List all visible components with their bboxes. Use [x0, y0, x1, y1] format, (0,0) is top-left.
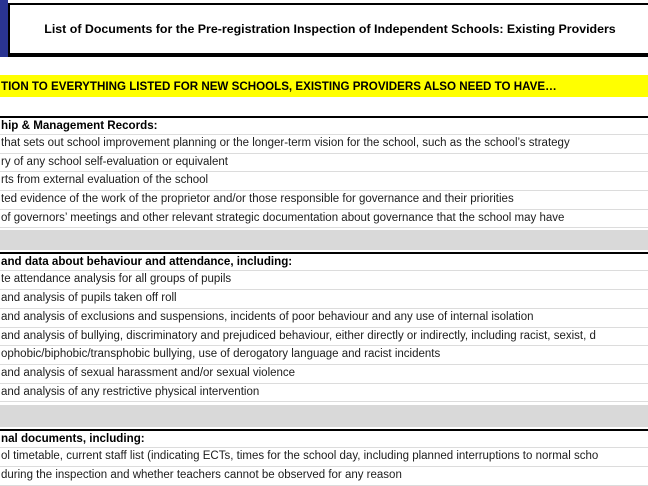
table-row: te attendance analysis for all groups of pupils: [0, 271, 648, 290]
table-row: and analysis of exclusions and suspensions, incidents of poor behaviour and any use of internal isolation: [0, 309, 648, 328]
document-title: List of Documents for the Pre-registration Inspection of Independent Schools: Existing Providers: [44, 22, 616, 36]
section-header-additional: nal documents, including:: [0, 429, 648, 448]
table-row: ry of any school self-evaluation or equivalent: [0, 154, 648, 173]
table-row: and analysis of sexual harassment and/or sexual violence: [0, 365, 648, 384]
table-row: rts from external evaluation of the school: [0, 172, 648, 191]
section-header-leadership: hip & Management Records:: [0, 116, 648, 135]
section-header-behaviour: and data about behaviour and attendance, including:: [0, 252, 648, 271]
spacer-row: [0, 228, 648, 252]
table-row: and analysis of any restrictive physical intervention: [0, 384, 648, 403]
document-table: [0, 116, 648, 486]
table-row: that sets out school improvement planning or the longer-term vision for the school, such as the school’s strategy: [0, 135, 648, 154]
highlight-banner-text: TION TO EVERYTHING LISTED FOR NEW SCHOOLS, EXISTING PROVIDERS ALSO NEED TO HAVE…: [1, 80, 557, 93]
spacer-row: [0, 402, 648, 429]
table-row: ol timetable, current staff list (indicating ECTs, times for the school day, including planned interruptions to normal scho: [0, 448, 648, 467]
highlight-banner: [0, 75, 648, 97]
table-row: of governors’ meetings and other relevant strategic documentation about governance that the school may have: [0, 210, 648, 229]
table-row: during the inspection and whether teachers cannot be observed for any reason: [0, 467, 648, 486]
table-row: ted evidence of the work of the proprietor and/or those responsible for governance and their priorities: [0, 191, 648, 210]
table-row: and analysis of bullying, discriminatory and prejudiced behaviour, either directly or indirectly, including racist, sexist, d: [0, 328, 648, 347]
title-box: [8, 3, 648, 57]
table-row: ophobic/biphobic/transphobic bullying, use of derogatory language and racist incidents: [0, 346, 648, 365]
left-accent-bar: [0, 0, 8, 57]
table-row: and analysis of pupils taken off roll: [0, 290, 648, 309]
